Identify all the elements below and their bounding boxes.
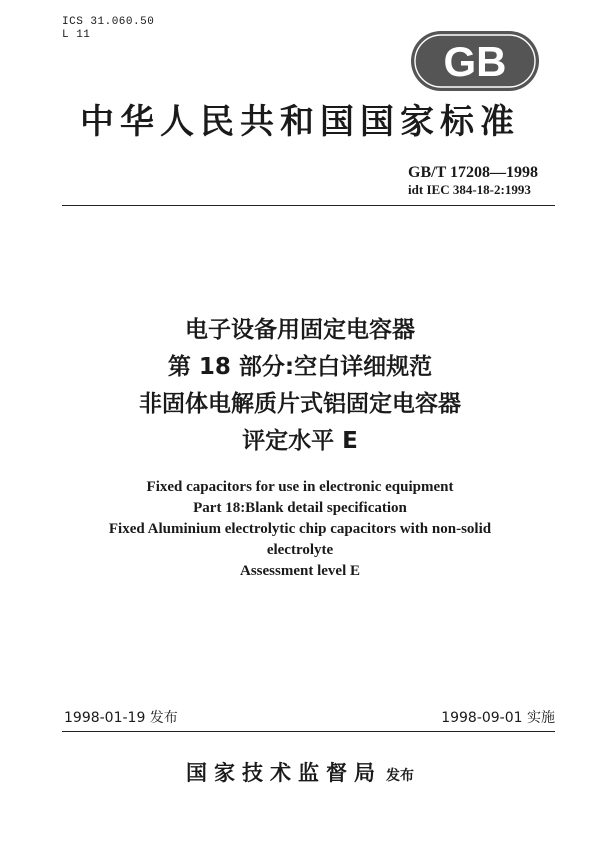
chinese-title [0,312,600,460]
gb-logo-text: GB [443,38,507,85]
ccs-code: L 11 [62,29,91,41]
top-divider [62,205,555,206]
implementation-date: 1998-09-01 实施 [441,710,555,726]
issuing-authority [0,757,600,787]
standard-number: GB/T 17208—1998 [408,164,538,181]
country-standard-title: 中华人民共和国国家标准 [80,102,520,142]
english-title-line: Fixed Aluminium electrolytic chip capacitors with non-solid [108,521,492,537]
chinese-title-line: 第 18 部分:空白详细规范 [167,354,433,380]
bottom-divider [62,731,555,732]
issuing-organization: 国家技术监督局 [186,760,382,785]
english-title-line: electrolyte [266,542,334,558]
english-title-line: Part 18:Blank detail specification [193,500,407,516]
chinese-title-line: 电子设备用固定电容器 [185,317,415,343]
gb-logo [410,30,540,92]
ics-code: ICS 31.060.50 [62,16,155,28]
english-title [0,477,600,582]
issue-date: 1998-01-19 发布 [64,710,178,726]
issue-action: 发布 [386,768,414,784]
english-title-line: Assessment level E [240,563,360,579]
classification-codes [62,16,154,42]
english-title-line: Fixed capacitors for use in electronic equipment [146,479,454,495]
standard-number-block [408,164,538,197]
chinese-title-line: 非固体电解质片式铝固定电容器 [139,391,461,417]
idt-reference: idt IEC 384-18-2:1993 [408,182,531,197]
chinese-title-line: 评定水平 E [242,428,358,454]
